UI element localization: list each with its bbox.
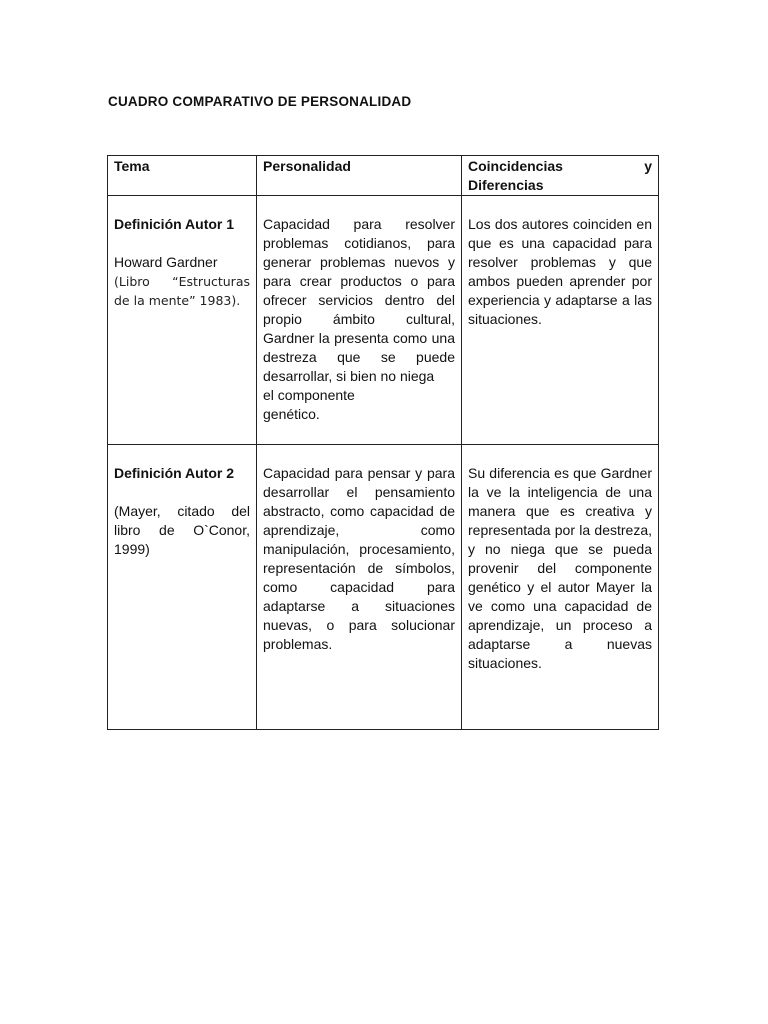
cell-tema [108,196,257,445]
cell-coincidencias [462,445,659,730]
author-source: (Libro “Estructuras de la mente” 1983). [114,274,250,308]
document-title: CUADRO COMPARATIVO DE PERSONALIDAD [108,94,412,109]
header-coincidencias-word1: Coincidencias [468,158,563,174]
coincidencias-text: Su diferencia es que Gardner la ve la inteligencia de una manera que es creativa y representada por la destreza, y no niega que se pueda provenir del componente genético y el autor Mayer la ve como una capacidad de aprendizaje, un proceso a adaptarse a nuevas situaciones. [468,465,652,671]
comparison-table [107,155,659,730]
personalidad-text: Capacidad para resolver problemas cotidianos, para generar problemas nuevos y para crear productos o para ofrecer servicios dentro del propio ámbito cultural, Gardner la presenta como una destreza que se puede desarrollar, si bien no niega [263,216,455,384]
cell-personalidad [257,445,462,730]
cell-tema [108,445,257,730]
cell-coincidencias [462,196,659,445]
coincidencias-text: Los dos autores coinciden en que es una capacidad para resolver problemas y que ambos pueden aprender por experiencia y adaptarse a las situaciones. [468,216,652,327]
personalidad-text: Capacidad para pensar y para desarrollar el pensamiento abstracto, como capacidad de aprendizaje, como manipulación, procesamiento, representación de símbolos, como capacidad para adaptarse a situaciones nuevas, o para solucionar problemas. [263,465,455,652]
personalidad-text-line3: genético. [263,406,320,422]
table-row [108,445,659,730]
header-tema: Tema [108,156,257,196]
personalidad-text-line2: el componente [263,387,355,403]
header-coincidencias-word2: y [644,158,652,174]
cell-personalidad [257,196,462,445]
author-source: (Mayer, citado del libro de O`Conor, 1999) [114,503,250,557]
header-personalidad: Personalidad [257,156,462,196]
row-title: Definición Autor 2 [114,465,235,481]
header-coincidencias-line2: Diferencias [468,177,544,193]
header-coincidencias [462,156,659,196]
row-title: Definición Autor 1 [114,216,235,232]
author-name: Howard Gardner [114,254,218,270]
table-header-row [108,156,659,196]
table-row [108,196,659,445]
